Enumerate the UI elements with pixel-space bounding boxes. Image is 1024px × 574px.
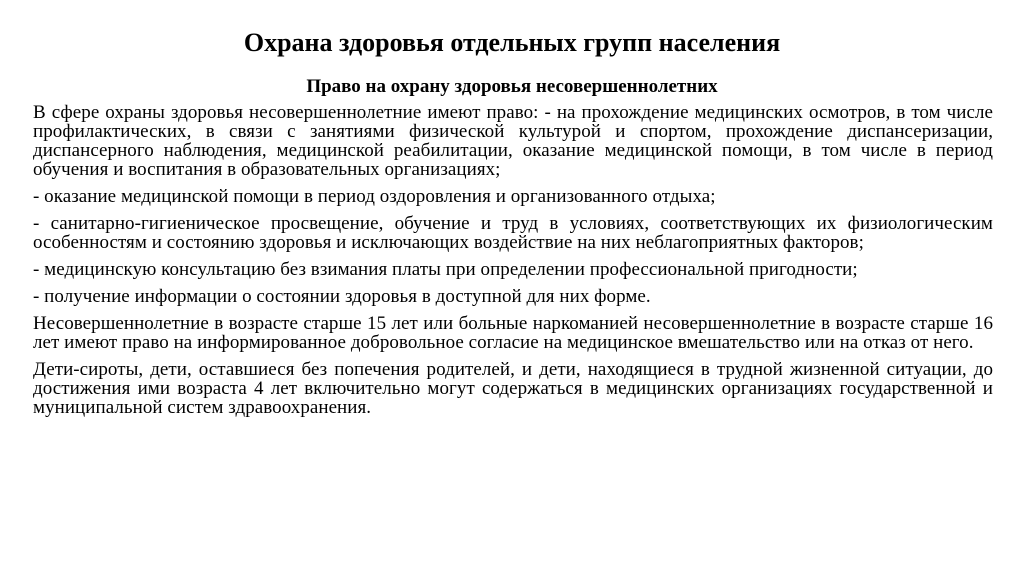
slide-subtitle: Право на охрану здоровья несовершеннолетних <box>306 76 718 97</box>
slide-title: Охрана здоровья отдельных групп населения <box>243 28 781 57</box>
paragraph-professional-consultation: - медицинскую консультацию без взимания платы при определении профессиональной пригодности; <box>33 259 858 280</box>
paragraph-sanitary-education: - санитарно-гигиеническое просвещение, обучение и труд в условиях, соответствующих их физиологическим особенностям и состоянию здоровья и исключающих воздействие на них неблагоприятных факторов; <box>33 213 993 253</box>
paragraph-informed-consent: Несовершеннолетние в возрасте старше 15 лет или больные наркоманией несовершеннолетние в возрасте старше 16 лет имеют право на информированное добровольное согласие на медицинское вмешательство или на отказ от него. <box>33 313 993 353</box>
paragraph-orphans: Дети-сироты, дети, оставшиеся без попечения родителей, и дети, находящиеся в трудной жизненной ситуации, до достижения ими возраста 4 лет включительно могут содержаться в медицинских организациях государственной и муниципальной систем здравоохранения. <box>33 359 993 418</box>
paragraph-recreation-care: - оказание медицинской помощи в период оздоровления и организованного отдыха; <box>33 186 716 207</box>
slide-body <box>33 103 993 425</box>
paragraph-rights-intro: В сфере охраны здоровья несовершеннолетние имеют право: - на прохождение медицинских осмотров, в том числе профилактических, в связи с занятиями физической культурой и спортом, прохождение диспансеризации, диспансерного наблюдения, медицинской реабилитации, оказание медицинской помощи, в том числе в период обучения и воспитания в образовательных организациях; <box>33 102 993 180</box>
paragraph-health-information: - получение информации о состоянии здоровья в доступной для них форме. <box>33 286 651 307</box>
